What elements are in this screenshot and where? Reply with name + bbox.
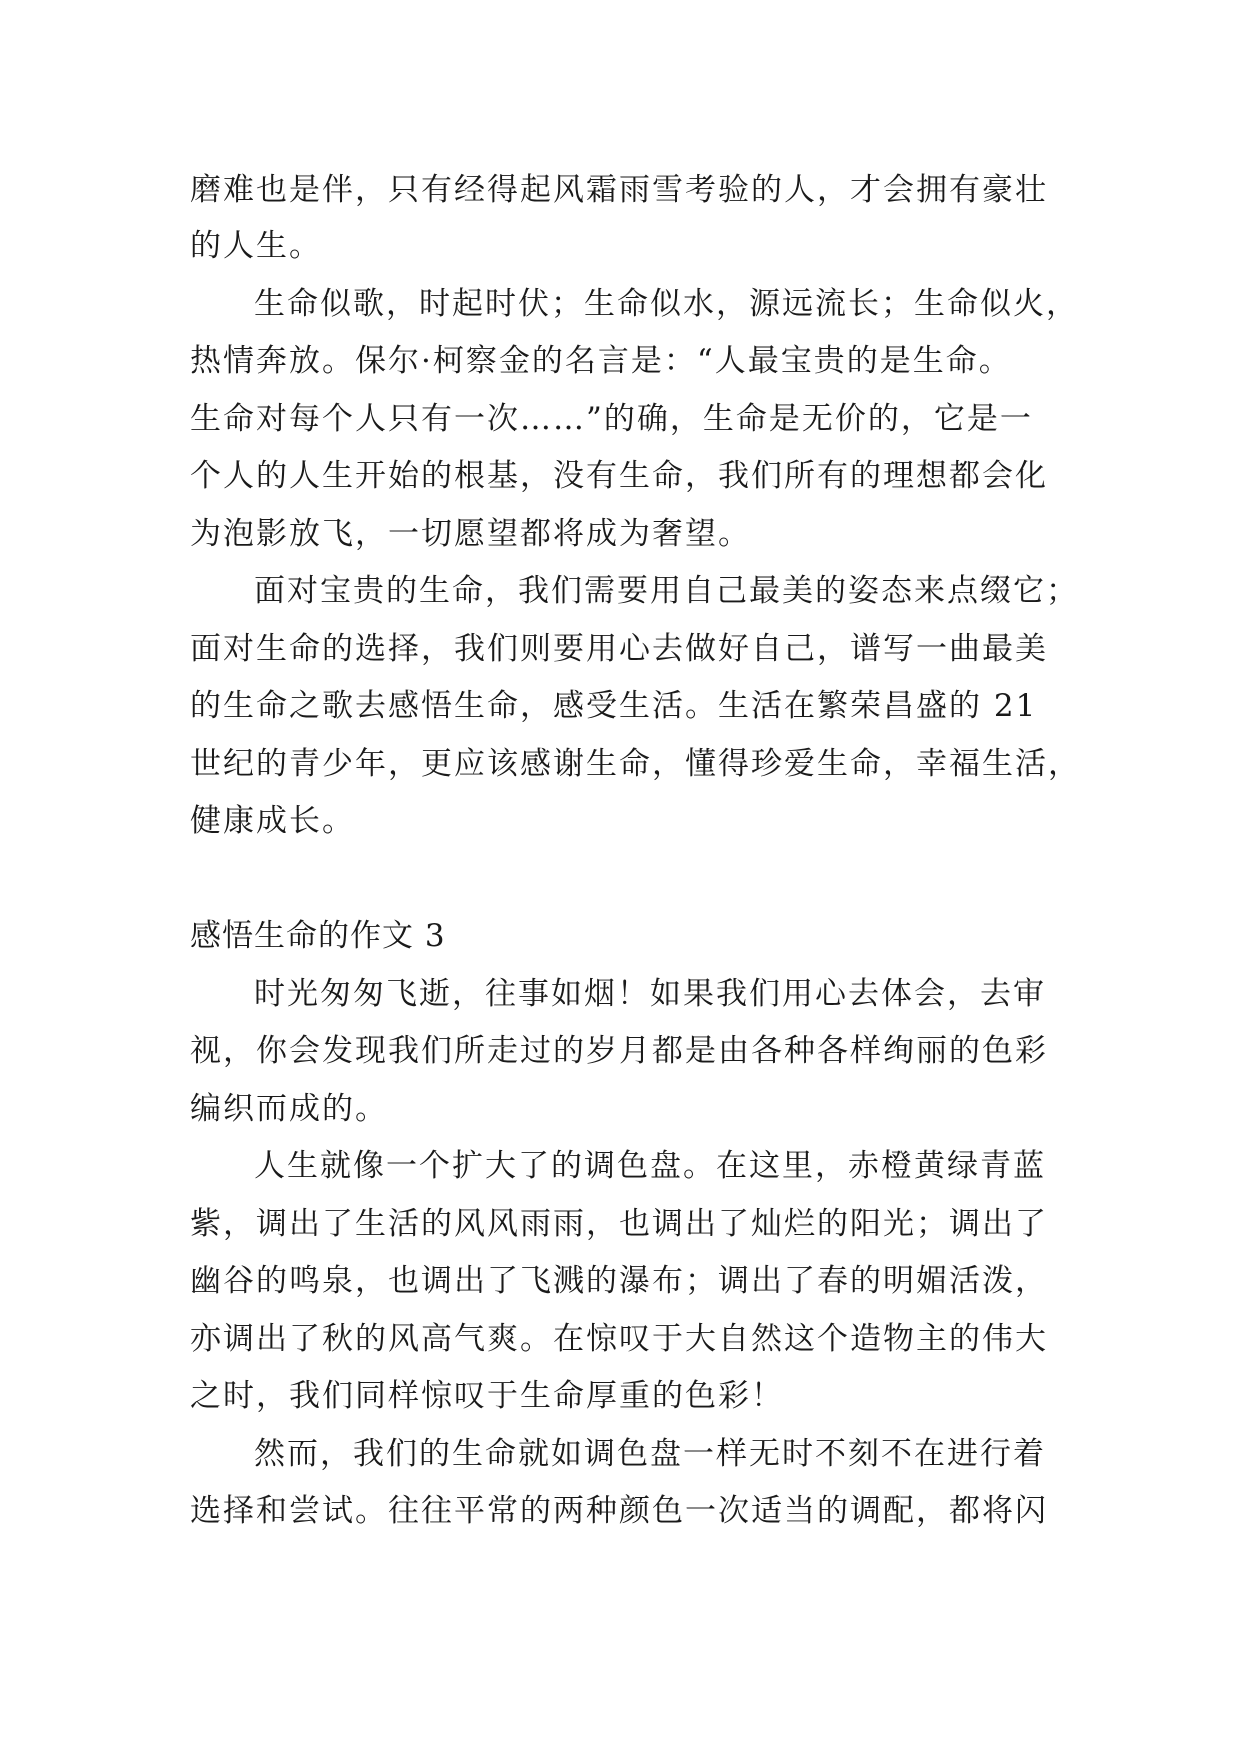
paragraph-line: 生命对每个人只有一次……”的确，生命是无价的，它是一	[190, 401, 1033, 437]
paragraph-line: 世纪的青少年，更应该感谢生命，懂得珍爱生命，幸福生活，	[190, 746, 1081, 782]
paragraph-line: 的生命之歌去感悟生命，感受生活。生活在繁荣昌盛的 21	[190, 688, 1038, 724]
paragraph-line: 的人生。	[190, 228, 322, 264]
paragraph-first-line: 生命似歌，时起时伏；生命似水，源远流长；生命似火，	[254, 286, 1079, 322]
paragraph-line: 视，你会发现我们所走过的岁月都是由各种各样绚丽的色彩	[190, 1033, 1048, 1069]
paragraph-first-line: 面对宝贵的生命，我们需要用自己最美的姿态来点缀它；	[254, 573, 1079, 609]
paragraph-first-line: 时光匆匆飞逝，往事如烟！如果我们用心去体会，去审	[254, 976, 1046, 1012]
paragraph-line: 热情奔放。保尔·柯察金的名言是：“人最宝贵的是生命。	[190, 343, 1012, 379]
paragraph-line: 选择和尝试。往往平常的两种颜色一次适当的调配，都将闪	[190, 1493, 1048, 1529]
paragraph-line: 之时，我们同样惊叹于生命厚重的色彩！	[190, 1378, 784, 1414]
paragraph-line: 为泡影放飞，一切愿望都将成为奢望。	[190, 516, 751, 552]
paragraph-line: 个人的人生开始的根基，没有生命，我们所有的理想都会化	[190, 458, 1048, 494]
paragraph-first-line: 人生就像一个扩大了的调色盘。在这里，赤橙黄绿青蓝	[254, 1148, 1046, 1184]
paragraph-line: 紫，调出了生活的风风雨雨，也调出了灿烂的阳光；调出了	[190, 1206, 1048, 1242]
paragraph-line: 磨难也是伴，只有经得起风霜雨雪考验的人，才会拥有豪壮	[190, 172, 1048, 208]
paragraph-line: 幽谷的鸣泉，也调出了飞溅的瀑布；调出了春的明媚活泼，	[190, 1263, 1048, 1299]
paragraph-line: 编织而成的。	[190, 1091, 388, 1127]
paragraph-line: 健康成长。	[190, 803, 355, 839]
paragraph-first-line: 然而，我们的生命就如调色盘一样无时不刻不在进行着	[254, 1436, 1046, 1472]
paragraph-line: 亦调出了秋的风高气爽。在惊叹于大自然这个造物主的伟大	[190, 1321, 1048, 1357]
section-heading: 感悟生命的作文 3	[190, 918, 446, 954]
paragraph-line: 面对生命的选择，我们则要用心去做好自己，谱写一曲最美	[190, 631, 1048, 667]
